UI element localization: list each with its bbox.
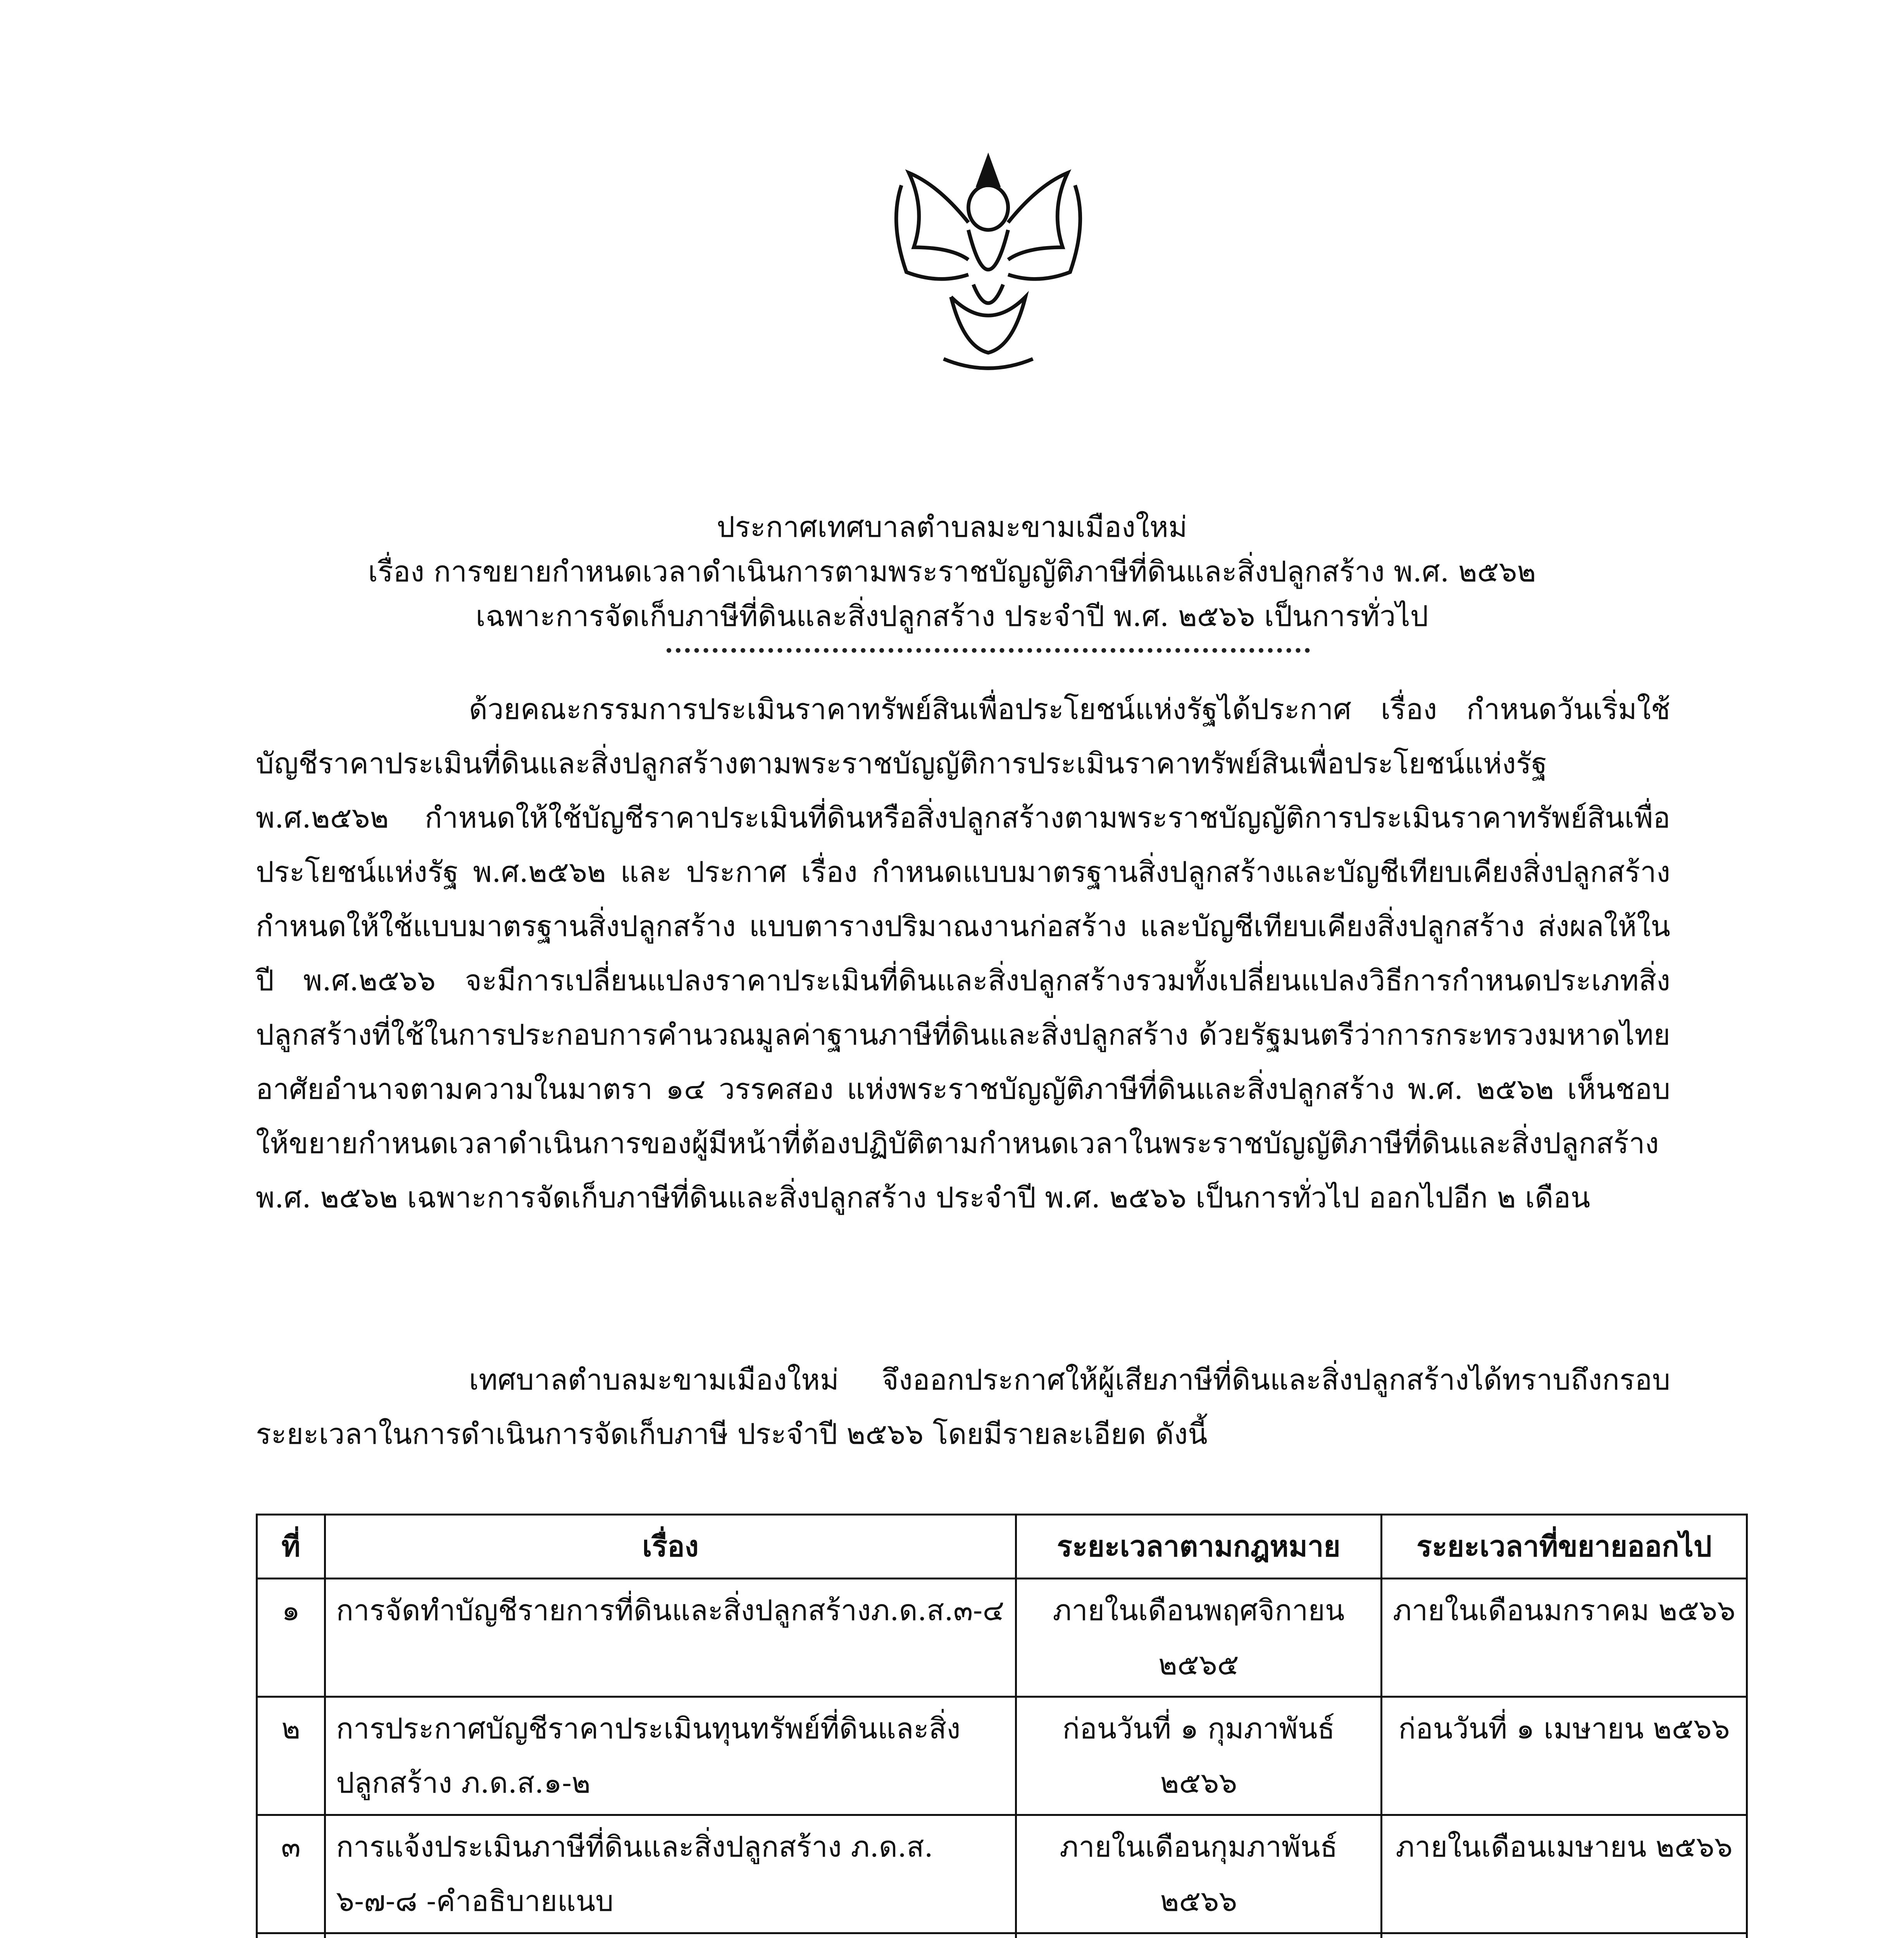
body-paragraph-1 (256, 682, 1670, 1225)
row-law-period: ก่อนวันที่ ๑ กุมภาพันธ์ ๒๕๖๖ (1016, 1697, 1381, 1815)
announcement-title: ประกาศเทศบาลตำบลมะขามเมืองใหม่ (717, 510, 1187, 544)
row-no (257, 1933, 325, 1938)
row-extended-period: ภายในเดือนเมษายน ๒๕๖๖ (1382, 1815, 1747, 1933)
row-no: ๒ (257, 1697, 325, 1815)
header-extended-period: ระยะเวลาที่ขยายออกไป (1382, 1515, 1747, 1579)
row-topic: การประกาศบัญชีราคาประเมินทุนทรัพย์ที่ดินและสิ่งปลูกสร้าง ภ.ด.ส.๑-๒ (325, 1697, 1016, 1815)
table-row (257, 1815, 1747, 1933)
row-law-period: ภายในเดือนพฤศจิกายน ๒๕๖๕ (1016, 1579, 1381, 1697)
row-extended-period: ภายในเดือนมกราคม ๒๕๖๖ (1382, 1579, 1747, 1697)
announcement-scope: เฉพาะการจัดเก็บภาษีที่ดินและสิ่งปลูกสร้าง ประจำปี พ.ศ. ๒๕๖๖ เป็นการทั่วไป (476, 600, 1428, 633)
announcement-subject: เรื่อง การขยายกำหนดเวลาดำเนินการตามพระราชบัญญัติภาษีที่ดินและสิ่งปลูกสร้าง พ.ศ. ๒๕๖๒ (368, 555, 1536, 588)
header-no: ที่ (257, 1515, 325, 1579)
body-paragraph-1-text: ด้วยคณะกรรมการประเมินราคาทรัพย์สินเพื่อประโยชน์แห่งรัฐได้ประกาศ เรื่อง กำหนดวันเริ่มใช้บัญชีราคาประเมินที่ดินและสิ่งปลูกสร้างตามพระราชบัญญัติการประเมินราคาทรัพย์สินเพื่อประโยชน์แห่งรัฐ พ.ศ.๒๕๖๒ กำหนดให้ใช้บัญชีราคาประเมินที่ดินหรือสิ่งปลูกสร้างตามพระราชบัญญัติการประเมินราคาทรัพย์สินเพื่อประโยชน์แห่งรัฐ พ.ศ.๒๕๖๒ และ ประกาศ เรื่อง กำหนดแบบมาตรฐานสิ่งปลูกสร้างและบัญชีเทียบเคียงสิ่งปลูกสร้าง กำหนดให้ใช้แบบมาตรฐานสิ่งปลูกสร้าง แบบตารางปริมาณงานก่อสร้าง และบัญชีเทียบเคียงสิ่งปลูกสร้าง ส่งผลให้ในปี พ.ศ.๒๕๖๖ จะมีการเปลี่ยนแปลงราคาประเมินที่ดินและสิ่งปลูกสร้างรวมทั้งเปลี่ยนแปลงวิธีการกำหนดประเภทสิ่งปลูกสร้างที่ใช้ในการประกอบการคำนวณมูลค่าฐานภาษีที่ดินและสิ่งปลูกสร้าง ด้วยรัฐมนตรีว่าการกระทรวงมหาดไทย อาศัยอำนาจตามความในมาตรา ๑๔ วรรคสอง แห่งพระราชบัญญัติภาษีที่ดินและสิ่งปลูกสร้าง พ.ศ. ๒๕๖๒ เห็นชอบให้ขยายกำหนดเวลาดำเนินการของผู้มีหน้าที่ต้องปฏิบัติตามกำหนดเวลาในพระราชบัญญัติภาษีที่ดินและสิ่งปลูกสร้าง พ.ศ. ๒๕๖๒ เฉพาะการจัดเก็บภาษีที่ดินและสิ่งปลูกสร้าง ประจำปี พ.ศ. ๒๕๖๖ เป็นการทั่วไป ออกไปอีก ๒ เดือน (256, 693, 1670, 1214)
row-law-period (1016, 1933, 1381, 1938)
table-row (257, 1697, 1747, 1815)
body-paragraph-2-text: เทศบาลตำบลมะขามเมืองใหม่ จึงออกประกาศให้ผู้เสียภาษีที่ดินและสิ่งปลูกสร้างได้ทราบถึงกรอบระยะเวลาในการดำเนินการจัดเก็บภาษี ประจำปี ๒๕๖๖ โดยมีรายละเอียด ดังนี้ (256, 1363, 1670, 1451)
table-row (257, 1933, 1747, 1938)
header-topic: เรื่อง (325, 1515, 1016, 1579)
row-no: ๑ (257, 1579, 325, 1697)
dotted-divider (667, 648, 1310, 653)
schedule-table (256, 1514, 1748, 1938)
row-topic: การจัดทำบัญชีรายการที่ดินและสิ่งปลูกสร้างภ.ด.ส.๓-๔ (325, 1579, 1016, 1697)
garuda-emblem-icon (864, 136, 1112, 384)
row-no: ๓ (257, 1815, 325, 1933)
row-extended-period (1382, 1933, 1747, 1938)
row-topic: การแจ้งประเมินภาษีที่ดินและสิ่งปลูกสร้าง ภ.ด.ส. ๖-๗-๘ -คำอธิบายแนบ (325, 1815, 1016, 1933)
body-paragraph-2 (256, 1353, 1670, 1461)
table-row (257, 1579, 1747, 1697)
header-law-period: ระยะเวลาตามกฎหมาย (1016, 1515, 1381, 1579)
row-extended-period: ก่อนวันที่ ๑ เมษายน ๒๕๖๖ (1382, 1697, 1747, 1815)
table-header-row (257, 1515, 1747, 1579)
row-topic (325, 1933, 1016, 1938)
row-law-period: ภายในเดือนกุมภาพันธ์ ๒๕๖๖ (1016, 1815, 1381, 1933)
